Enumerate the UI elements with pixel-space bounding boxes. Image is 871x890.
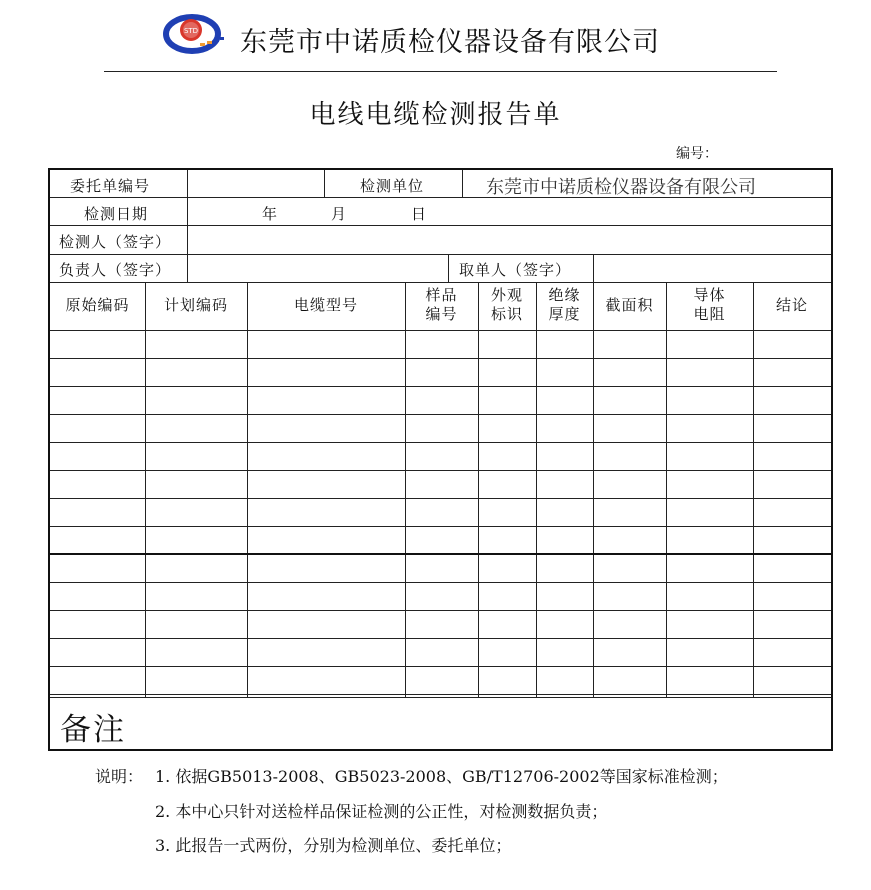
column-header-line1: 外观 [490, 286, 523, 304]
table-cell[interactable] [51, 527, 144, 553]
table-cell[interactable] [479, 555, 535, 581]
document-title: 电线电缆检测报告单 [309, 100, 562, 130]
table-cell[interactable] [406, 387, 477, 413]
column-header-line2: 标识 [490, 305, 523, 323]
date-year: 年 [262, 205, 279, 223]
table-cell[interactable] [248, 611, 404, 637]
table-cell[interactable] [594, 667, 665, 693]
tester-signature-field[interactable] [190, 228, 830, 252]
table-cell[interactable] [667, 611, 752, 637]
table-cell[interactable] [594, 443, 665, 469]
table-cell[interactable] [248, 415, 404, 441]
table-cell[interactable] [51, 667, 144, 693]
table-cell[interactable] [479, 359, 535, 385]
table-cell[interactable] [248, 667, 404, 693]
table-cell[interactable] [51, 499, 144, 525]
table-cell[interactable] [594, 555, 665, 581]
table-cell[interactable] [406, 471, 477, 497]
table-cell[interactable] [754, 415, 830, 441]
grid-row-line [50, 694, 831, 695]
table-cell[interactable] [667, 555, 752, 581]
column-header-line1: 绝缘 [548, 286, 581, 304]
table-cell[interactable] [537, 611, 592, 637]
column-header-line1: 电缆型号 [293, 296, 358, 314]
form-row-line [50, 282, 831, 283]
report-number-label: 编号： [676, 146, 718, 162]
form-row-line [50, 254, 831, 255]
table-cell[interactable] [594, 639, 665, 665]
table-cell[interactable] [406, 359, 477, 385]
table-cell[interactable] [594, 527, 665, 553]
remarks-top-line [50, 697, 831, 698]
table-cell[interactable] [667, 443, 752, 469]
column-header [145, 296, 247, 315]
table-cell[interactable] [479, 331, 535, 357]
table-cell[interactable] [754, 527, 830, 553]
table-cell[interactable] [537, 555, 592, 581]
form-col-line [462, 170, 463, 197]
table-cell[interactable] [406, 611, 477, 637]
table-cell[interactable] [248, 639, 404, 665]
table-cell[interactable] [537, 331, 592, 357]
table-cell[interactable] [146, 583, 246, 609]
table-cell[interactable] [754, 555, 830, 581]
table-cell[interactable] [406, 667, 477, 693]
table-cell[interactable] [667, 583, 752, 609]
table-cell[interactable] [537, 443, 592, 469]
table-cell[interactable] [146, 499, 246, 525]
table-cell[interactable] [248, 583, 404, 609]
table-cell[interactable] [51, 387, 144, 413]
table-cell[interactable] [667, 527, 752, 553]
table-cell[interactable] [479, 471, 535, 497]
table-cell[interactable] [248, 331, 404, 357]
table-cell[interactable] [51, 359, 144, 385]
note-item: 1. 依据GB5013-2008、GB5023-2008、GB/T12706-2002等国家标准检测； [155, 767, 728, 786]
table-cell[interactable] [146, 639, 246, 665]
company-name: 东莞市中诺质检仪器设备有限公司 [240, 27, 660, 58]
column-header [593, 296, 666, 315]
column-header-line1: 导体 [693, 286, 726, 304]
form-col-line [448, 254, 449, 282]
form-col-line [187, 170, 188, 282]
column-header-line1: 计划编码 [163, 296, 228, 314]
table-cell[interactable] [146, 359, 246, 385]
table-cell[interactable] [248, 555, 404, 581]
table-cell[interactable] [594, 359, 665, 385]
table-cell[interactable] [594, 415, 665, 441]
table-cell[interactable] [146, 555, 246, 581]
table-cell[interactable] [537, 499, 592, 525]
table-cell[interactable] [479, 443, 535, 469]
table-cell[interactable] [667, 639, 752, 665]
table-cell[interactable] [146, 471, 246, 497]
table-cell[interactable] [51, 639, 144, 665]
table-cell[interactable] [594, 583, 665, 609]
note-item: 3. 此报告一式两份，分别为检测单位、委托单位； [155, 836, 512, 855]
table-cell[interactable] [594, 331, 665, 357]
table-cell[interactable] [51, 555, 144, 581]
table-cell[interactable] [146, 387, 246, 413]
responsible-label: 负责人（签字） [59, 261, 172, 279]
table-cell[interactable] [146, 331, 246, 357]
table-cell[interactable] [248, 443, 404, 469]
table-cell[interactable] [479, 611, 535, 637]
column-header [753, 296, 831, 315]
table-cell[interactable] [248, 499, 404, 525]
table-cell[interactable] [479, 387, 535, 413]
table-cell[interactable] [51, 583, 144, 609]
table-cell[interactable] [248, 527, 404, 553]
table-cell[interactable] [406, 443, 477, 469]
table-cell[interactable] [537, 527, 592, 553]
table-cell[interactable] [406, 555, 477, 581]
table-cell[interactable] [754, 639, 830, 665]
table-cell[interactable] [51, 415, 144, 441]
test-date-label: 检测日期 [84, 205, 149, 223]
table-cell[interactable] [51, 471, 144, 497]
table-cell[interactable] [667, 471, 752, 497]
tester-label: 检测人（签字） [59, 233, 172, 251]
table-cell[interactable] [51, 611, 144, 637]
table-cell[interactable] [754, 387, 830, 413]
table-cell[interactable] [754, 667, 830, 693]
table-cell[interactable] [248, 359, 404, 385]
remarks-field[interactable] [150, 700, 830, 748]
table-cell[interactable] [406, 639, 477, 665]
table-cell[interactable] [754, 331, 830, 357]
table-cell[interactable] [479, 639, 535, 665]
table-cell[interactable] [667, 359, 752, 385]
table-cell[interactable] [51, 331, 144, 357]
table-cell[interactable] [537, 387, 592, 413]
table-cell[interactable] [537, 639, 592, 665]
table-cell[interactable] [479, 667, 535, 693]
table-cell[interactable] [667, 667, 752, 693]
column-header [666, 286, 753, 324]
logo-text: STD [183, 27, 199, 35]
table-cell[interactable] [406, 583, 477, 609]
header-divider [104, 71, 777, 72]
date-day: 日 [411, 205, 428, 223]
column-header-line1: 样品 [425, 286, 458, 304]
table-cell[interactable] [146, 667, 246, 693]
remarks-label: 备注 [60, 712, 126, 748]
receiver-label: 取单人（签字） [459, 261, 572, 279]
form-row-line [50, 225, 831, 226]
table-cell[interactable] [667, 499, 752, 525]
test-unit-label: 检测单位 [360, 177, 425, 195]
table-cell[interactable] [248, 387, 404, 413]
table-cell[interactable] [754, 471, 830, 497]
table-cell[interactable] [754, 443, 830, 469]
test-unit-value[interactable]: 东莞市中诺质检仪器设备有限公司 [486, 177, 756, 198]
table-cell[interactable] [537, 667, 592, 693]
table-cell[interactable] [146, 527, 246, 553]
table-cell[interactable] [537, 415, 592, 441]
table-cell[interactable] [406, 331, 477, 357]
receiver-signature-field[interactable] [596, 256, 830, 280]
table-cell[interactable] [594, 611, 665, 637]
table-cell[interactable] [594, 471, 665, 497]
note-item: 2. 本中心只针对送检样品保证检测的公正性，对检测数据负责； [155, 802, 608, 821]
column-header-line1: 原始编码 [65, 296, 130, 314]
column-header-line1: 结论 [775, 296, 808, 314]
report-form [48, 168, 833, 751]
column-header [247, 296, 405, 315]
column-header-line1: 截面积 [605, 296, 654, 314]
table-cell[interactable] [667, 331, 752, 357]
column-header-line2: 电阻 [693, 305, 726, 323]
table-cell[interactable] [479, 583, 535, 609]
table-cell[interactable] [51, 443, 144, 469]
table-cell[interactable] [754, 611, 830, 637]
table-cell[interactable] [537, 471, 592, 497]
column-header [50, 296, 145, 315]
table-cell[interactable] [537, 583, 592, 609]
table-cell[interactable] [594, 387, 665, 413]
form-col-line [593, 254, 594, 282]
table-cell[interactable] [146, 611, 246, 637]
column-header-line2: 厚度 [548, 305, 581, 323]
table-cell[interactable] [667, 415, 752, 441]
company-logo [160, 10, 228, 60]
client-no-label: 委托单编号 [70, 177, 151, 195]
table-cell[interactable] [754, 359, 830, 385]
column-header [405, 286, 478, 324]
table-cell[interactable] [248, 471, 404, 497]
table-cell[interactable] [406, 415, 477, 441]
table-cell[interactable] [754, 583, 830, 609]
table-cell[interactable] [479, 527, 535, 553]
responsible-signature-field[interactable] [190, 256, 446, 280]
table-cell[interactable] [479, 499, 535, 525]
table-cell[interactable] [146, 443, 246, 469]
column-header-line2: 编号 [425, 305, 458, 323]
column-header [478, 286, 536, 324]
table-cell[interactable] [667, 387, 752, 413]
table-cell[interactable] [406, 527, 477, 553]
table-cell[interactable] [537, 359, 592, 385]
table-cell[interactable] [406, 499, 477, 525]
date-month: 月 [331, 205, 348, 223]
table-cell[interactable] [754, 499, 830, 525]
notes-prefix: 说明： [95, 767, 144, 786]
table-cell[interactable] [479, 415, 535, 441]
column-header [536, 286, 593, 324]
form-col-line [324, 170, 325, 197]
table-cell[interactable] [594, 499, 665, 525]
table-cell[interactable] [146, 415, 246, 441]
